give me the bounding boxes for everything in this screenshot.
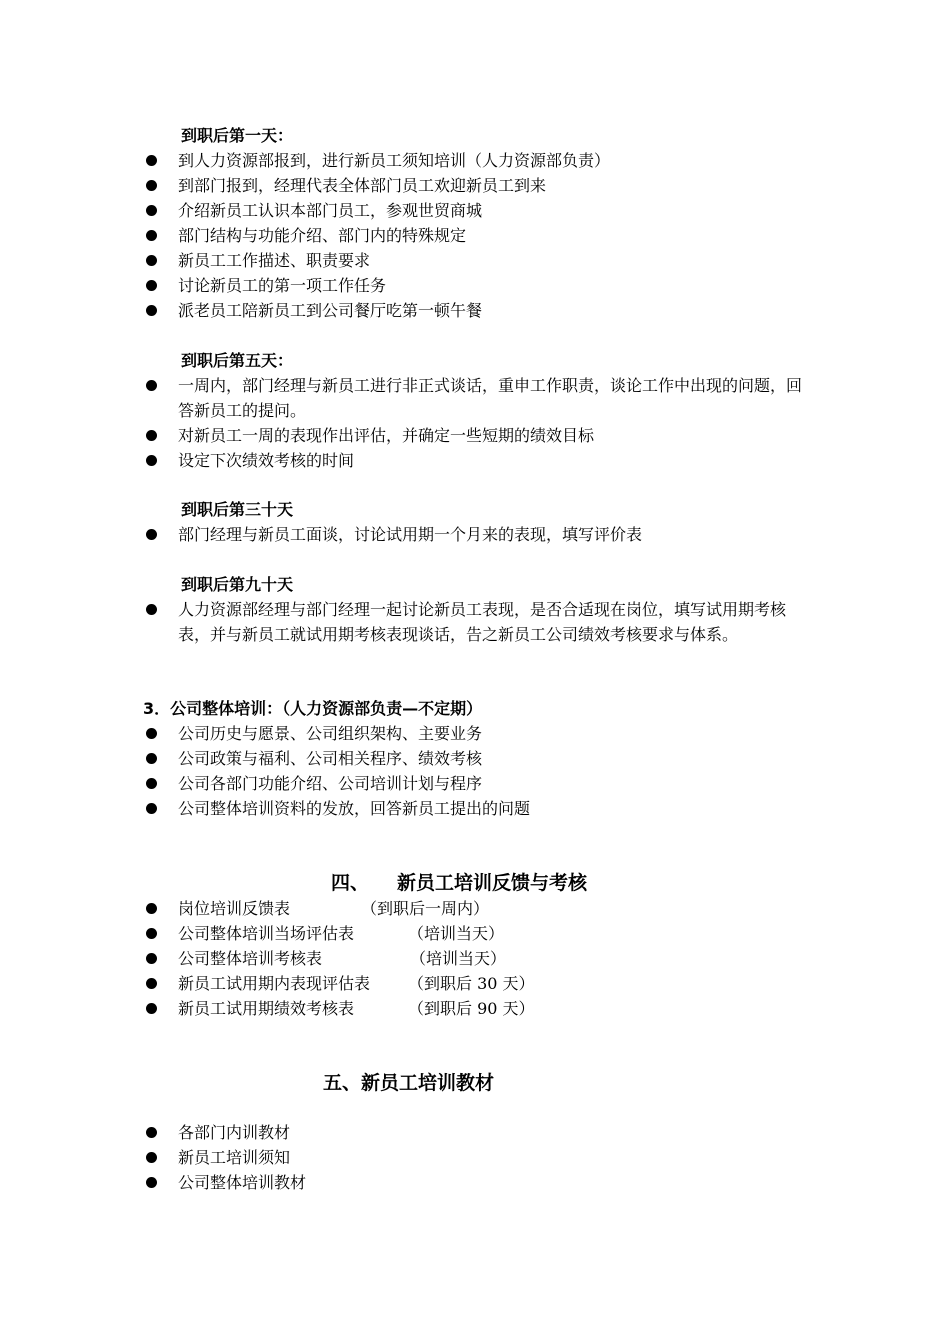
list-item: 到部门报到，经理代表全体部门员工欢迎新员工到来: [146, 173, 811, 198]
item-note: （培训当天）: [408, 924, 505, 943]
item-note: （培训当天）: [410, 949, 507, 968]
list-item: 公司历史与愿景、公司组织架构、主要业务: [146, 721, 811, 746]
list-item: [146, 971, 811, 996]
list-item: 人力资源部经理与部门经理一起讨论新员工表现，是否合适现在岗位，填写试用期考核表，并与新员工就试用期考核表现谈话，告之新员工公司绩效考核要求与体系。: [146, 597, 811, 647]
list-item: [146, 896, 811, 921]
section4-list: [146, 896, 811, 1021]
day5-heading: 到职后第五天：: [181, 351, 294, 370]
list-item: [146, 996, 811, 1021]
day30-heading: 到职后第三十天: [181, 500, 294, 519]
item-note: （到职后一周内）: [361, 899, 490, 918]
list-item: 到人力资源部报到，进行新员工须知培训（人力资源部负责）: [146, 148, 811, 173]
item-label: 新员工试用期内表现评估表: [178, 974, 371, 993]
day1-heading: 到职后第一天：: [181, 126, 294, 145]
list-item: 新员工培训须知: [146, 1145, 811, 1170]
section3-heading: 3．公司整体培训：（人力资源部负责—不定期）: [143, 699, 483, 718]
list-item: 介绍新员工认识本部门员工，参观世贸商城: [146, 198, 811, 223]
day1-list: [146, 148, 811, 323]
list-item: 派老员工陪新员工到公司餐厅吃第一顿午餐: [146, 298, 811, 323]
section4-title: [331, 871, 587, 895]
item-note: （到职后 90 天）: [408, 999, 535, 1018]
item-label: 岗位培训反馈表: [178, 899, 291, 918]
list-item: 一周内，部门经理与新员工进行非正式谈话，重申工作职责，谈论工作中出现的问题，回答新员工的提问。: [146, 373, 811, 423]
day30-list: [146, 522, 811, 547]
list-item: [146, 921, 811, 946]
item-label: 新员工试用期绩效考核表: [178, 999, 355, 1018]
list-item: 各部门内训教材: [146, 1120, 811, 1145]
list-item: 公司政策与福利、公司相关程序、绩效考核: [146, 746, 811, 771]
list-item: 设定下次绩效考核的时间: [146, 448, 811, 473]
list-item: 对新员工一周的表现作出评估，并确定一些短期的绩效目标: [146, 423, 811, 448]
item-label: 公司整体培训考核表: [178, 949, 323, 968]
item-note: （到职后 30 天）: [408, 974, 535, 993]
list-item: 公司整体培训教材: [146, 1170, 811, 1195]
day90-list: [146, 597, 811, 647]
list-item: 公司整体培训资料的发放，回答新员工提出的问题: [146, 796, 811, 821]
list-item: 部门经理与新员工面谈，讨论试用期一个月来的表现，填写评价表: [146, 522, 811, 547]
section5-list: [146, 1120, 811, 1195]
section4-number: 四、: [331, 872, 370, 894]
list-item: 部门结构与功能介绍、部门内的特殊规定: [146, 223, 811, 248]
section5-title: 五、新员工培训教材: [323, 1072, 495, 1094]
list-item: 讨论新员工的第一项工作任务: [146, 273, 811, 298]
section3-list: [146, 721, 811, 821]
section4-title-text: 新员工培训反馈与考核: [397, 872, 588, 894]
list-item: 公司各部门功能介绍、公司培训计划与程序: [146, 771, 811, 796]
list-item: 新员工工作描述、职责要求: [146, 248, 811, 273]
day5-list: [146, 373, 811, 473]
item-label: 公司整体培训当场评估表: [178, 924, 355, 943]
day90-heading: 到职后第九十天: [181, 575, 294, 594]
list-item: [146, 946, 811, 971]
